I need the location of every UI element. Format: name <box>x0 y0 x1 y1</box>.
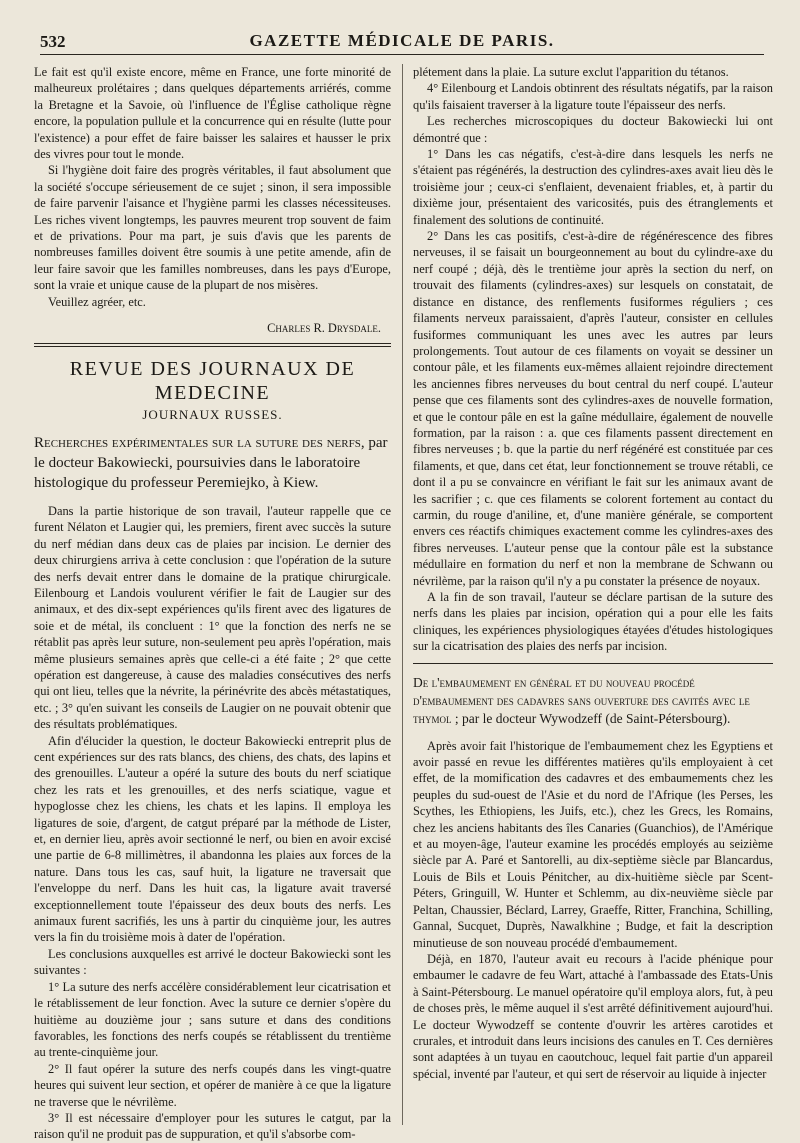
paragraph: 4° Eilenbourg et Landois obtinrent des résultats négatifs, par la raison qu'ils faisaient traverser à la ligature toute l'épaisseur des nerfs. <box>413 81 773 112</box>
article-title-rest: par le docteur Wywodzeff (de Saint-Pétersbourg). <box>462 710 731 726</box>
running-title: GAZETTE MÉDICALE DE PARIS. <box>249 31 555 50</box>
paragraph: 1° La suture des nerfs accélère considérablement leur cicatrisation et le rétablissement de leur fonction. Avec la suture ce dernier s'opère du huitième au douzième jour ; sans suture et dans des conditions favorables, les fonctions des nerfs coupés se rétablissent du trentième au trente-cinquième jour. <box>34 979 391 1060</box>
article-title <box>34 433 391 493</box>
article-divider <box>413 663 773 664</box>
page-header <box>40 28 764 55</box>
article-title <box>413 674 773 728</box>
paragraph: A la fin de son travail, l'auteur se déclare partisan de la suture des nerfs dans les plaies par incision, opération qui a pour elle les faits cliniques, les expériences physiologiques étayées d'études histologiques sur la cicatrisation des plaies des nerfs par incision. <box>413 590 773 654</box>
paragraph: Les conclusions auxquelles est arrivé le docteur Bakowiecki sont les suivantes : <box>34 946 391 978</box>
paragraph: Veuillez agréer, etc. <box>48 294 146 309</box>
section-subtitle: JOURNAUX RUSSES. <box>142 406 283 422</box>
paragraph: Si l'hygiène doit faire des progrès véritables, il faut absolument que la société s'occupe sérieusement de ce sujet ; sinon, il sera impossible de faire parvenir l'aisance et l'hygiène parmi les classes nécessiteuses. Les riches vivent longtemps, les pauvres meurent trop souvent de faim et de privations. Pour ma part, je suis d'avis que les parents de nombreuses familles doivent être soumis à une petite amende, afin de leur faire savoir que les familles nombreuses, dans les pays d'Europe, sont la vraie et unique cause de la plupart de nos misères. <box>34 163 391 293</box>
signature: Charles R. Drysdale. <box>267 321 381 336</box>
article-title-rest: par le docteur Bakowiecki, poursuivies dans le laboratoire histologique du professeur Peremiejko, à Kiew. <box>34 434 388 491</box>
paragraph: Après avoir fait l'historique de l'embaumement chez les Egyptiens et avoir passé en revue les différentes matières qu'ils employaient à cet effet, de la momification des cadavres et des embaumements chez les peuples du sud-ouest de l'Asie et du nord de l'Afrique (les Perses, les Scythes, les Ethiopiens, les Juifs, etc.), chez les Grecs, les Romains, chez les anciens habitants des îles Canaries (Guanchios), de l'Amérique et au moyen-âge, l'auteur examine les procédés employés au seizième siècle par A. Paré et Santorelli, au dix-septième siècle par Blancardus, Louis de Bils et Louis Pénitcher, au dix-huitième siècle par Scent-Péters, Gringuill, W. Hunter et Schlemm, au dix-neuvième siècle par Peltan, Chaussier, Béclard, Larrey, Graeffe, Ritter, Franchina, Schilling, Gannal, Sucquet, Duprès, Nawalkhine ; Budge, et fait la description minutieuse de son nouveau procédé d'embaumement. <box>413 738 773 950</box>
article-title-lead: Recherches expérimentales sur la suture des nerfs, <box>34 434 365 451</box>
paragraph: 2° Dans les cas positifs, c'est-à-dire de régénérescence des fibres nerveuses, il se faisait un bourgeonnement au bout du cylindre-axe du nerf coupé ; déjà, dès le trentième jour après la section du nerf, on trouvait des filaments (cylindres-axes) sur lesquels on constatait, de distance en distance, des renflements fusiformes réguliers ; ces filaments nerveux paraissaient, d'après l'auteur, consister en cellules fusiformes communiquant les unes avec les autres par leurs prolongements. Tout autour de ces filaments on voyait se dessiner un contour pâle, et les filaments eux-mêmes allaient rejoindre directement les anciennes fibres nerveuses du bout central du nerf coupé. L'auteur pense que ces filaments sont des cylindres-axes de nouvelle formation, et que le contour pâle en est la gaîne médullaire, également de nouvelle formation, par la raison : a. que ces filaments passent directement en fibres nerveuses ; b. que la partie du nerf régénéré est constituée par ces filaments, et que, dans cet état, leur fonctionnement se trouve rétabli, ce dont il a pu se convaincre en vérifiant le fait sur les animaux avant de les sacrifier ; c. que ces filaments se colorent fortement au contact du carmin, du rouge d'aniline, et, d'une manière générale, se comportent envers ces réactifs chimiques exactement comme les cylindres-axes des fibres nerveuses. L'auteur pense que la contour pâle est la substance médullaire en formation du nerf et non la membrane de Schwann ou névrilème, par la raison qu'il n'y a pu constater la présence de noyaux. <box>413 229 773 588</box>
page-number: 532 <box>40 32 66 51</box>
paragraph: Déjà, en 1870, l'auteur avait eu recours à l'acide phénique pour embaumer le cadavre de feu Wart, attaché à l'ambassade des Etats-Unis à Saint-Pétersbourg. Le manuel opératoire qu'il employa alors, fut, à peu de choses près, le même auquel il s'est arrêté définitivement aujourd'hui. Le docteur Wywodzeff se contente d'ouvrir les artères carotides et crurales, et introduit dans leurs incisions des canules en T. Ces dernières sont adaptées à un tuyau en caoutchouc, lequel fait partie d'un appareil spécial, inventé par l'auteur, et qui sert de réservoir au liquide à injecter <box>413 951 773 1081</box>
paragraph: Afin d'élucider la question, le docteur Bakowiecki entreprit plus de cent expériences sur des rats blancs, des chiens, des chats, des lapins et des grenouilles. L'auteur a opéré la suture des bouts du nerf sciatique chez les rats et les grenouilles, et des nerfs sciatique, vague et hypoglosse chez les chiens, les chats et les lapins. Il employa les ligatures de soie, d'argent, de catgut préparé par la méthode de Lister, et, en dernier lieu, après avoir sectionné le nerf, ou bien en avoir excisé une partie de 6-8 millimètres, il abandonna les plaies aux forces de la nature. Dans tous les cas, sauf huit, la ligature ne traversait que l'enveloppe du nerf. Dans les huit cas, la ligature avait traversé exceptionnellement toute l'épaisseur des deux bouts des nerfs. Les animaux furent sacrifiés, les uns à partir du cinquième jour, les autres vers la fin du troisième mois à dater de l'opération. <box>34 733 391 945</box>
paragraph: Dans la partie historique de son travail, l'auteur rappelle que ce furent Nélaton et Laugier qui, les premiers, firent avec succès la suture du nerf médian dans deux cas de plaies par incision. Le dernier des deux chirurgiens arriva à cette conclusion : que l'opération de la suture des nerfs devait entrer dans le domaine de la pratique chirurgicale. Eilenbourg et Landois voulurent vérifier le fait de Laugier sur des animaux, et des dix-sept expériences qu'ils firent avec des ligatures de soie et de métal, ils concluent : 1° que la fonction des nerfs ne se rétablit pas après leur suture, non-seulement peu après l'opération, mais même plusieurs semaines après que celle-ci a été faite ; 2° que cette opération est dangereuse, à cause des maladies consécutives des nerfs qui ont lieu, telles que la névrite, la périnévrite des abcès métastatiques, etc. ; 3° qu'en suivant les conseils de Laugier on ne pouvait obtenir que des résultats problématiques. <box>34 503 391 732</box>
paragraph: 3° Il est nécessaire d'employer pour les sutures le catgut, par la raison qu'il ne produit pas de suppuration, et qu'il s'absorbe com- <box>34 1110 391 1142</box>
right-column <box>413 64 773 1126</box>
paragraph: Les recherches microscopiques du docteur Bakowiecki lui ont démontré que : <box>413 114 773 145</box>
section-title: REVUE DES JOURNAUX DE MEDECINE <box>69 357 356 404</box>
left-column <box>34 64 391 1142</box>
paragraph: plétement dans la plaie. La suture exclut l'apparition du tétanos. <box>413 65 729 79</box>
paragraph: 2° Il faut opérer la suture des nerfs coupés dans les vingt-quatre heures qui suivent leur section, et opérer de manière à ce que la ligature ne traverse que le névrilème. <box>34 1061 391 1109</box>
section-divider <box>34 343 391 347</box>
paragraph: 1° Dans les cas négatifs, c'est-à-dire dans lesquels les nerfs ne s'étaient pas régénérés, la destruction des cylindres-axes avait lieu dès le troisième jour ; ceux-ci s'enflaient, devenaient friables, et, à partir du dixième jour, présentaient des varicosités, puis des étranglements et finalement des solutions de continuité. <box>413 147 773 227</box>
paragraph: Le fait est qu'il existe encore, même en France, une forte minorité de malheureux prolétaires ; dans quelques départements arriérés, comme la Bretagne et la Savoie, où l'influence de l'Église catholique règne encore, la population pullule et la concurrence qui en résulte (lutte pour l'existence) a pour effet de faire baisser les salaires et hausser le prix des vivres pour tout le monde. <box>34 65 391 162</box>
column-rule <box>402 64 403 1125</box>
article-title-lead: De l'embaumement en général et du nouveau procédé d'embaumement des cadavres sans ouverture des cavités avec le thymol ; <box>413 674 750 726</box>
